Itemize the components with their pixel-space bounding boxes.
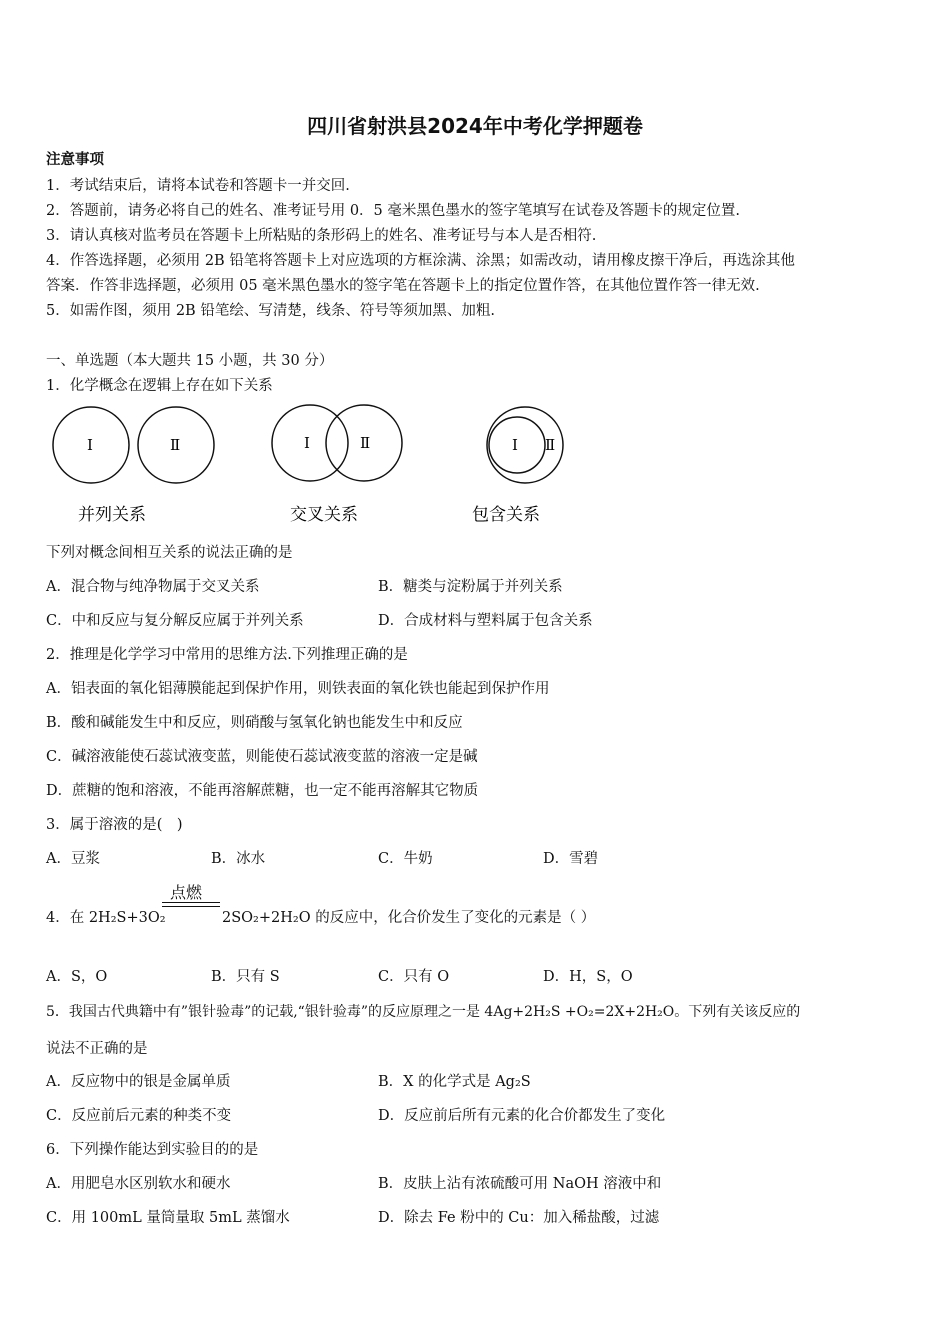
notice-item: 2．答题前，请务必将自己的姓名、准考证号用 0．5 毫米黑色墨水的签字笔填写在试卷及答题卡的规定位置. xyxy=(46,203,740,219)
q4-option-c: C．只有 O xyxy=(378,969,450,985)
contain-relation-label: 包含关系 xyxy=(472,505,540,525)
notice-item: 答案．作答非选择题，必须用 05 毫米黑色墨水的签字笔在答题卡上的指定位置作答，在其他位置作答一律无效. xyxy=(46,278,760,294)
q6-option-a: A．用肥皂水区别软水和硬水 xyxy=(46,1176,231,1192)
q5-stem: 5．我国古代典籍中有”银针验毒”的记载,“银针验毒”的反应原理之一是 4Ag+2H₂S +O₂=2X+2H₂O。下列有关该反应的 xyxy=(46,1004,801,1020)
q5-option-a: A．反应物中的银是金属单质 xyxy=(46,1074,231,1090)
page-title: 四川省射洪县2024年中考化学押题卷 xyxy=(307,114,643,138)
notice-item: 4．作答选择题，必须用 2B 铅笔将答题卡上对应选项的方框涂满、涂黑；如需改动，请用橡皮擦干净后，再选涂其他 xyxy=(46,253,795,269)
q1-stem: 1．化学概念在逻辑上存在如下关系 xyxy=(46,378,273,394)
q1-option-c: C．中和反应与复分解反应属于并列关系 xyxy=(46,613,304,629)
notice-heading: 注意事项 xyxy=(46,151,104,168)
q2-option-d: D．蔗糖的饱和溶液，不能再溶解蔗糖，也一定不能再溶解其它物质 xyxy=(46,783,479,799)
q4-option-a: A．S，O xyxy=(46,969,108,985)
q6-option-d: D．除去 Fe 粉中的 Cu：加入稀盐酸，过滤 xyxy=(378,1210,660,1226)
q1-option-d: D．合成材料与塑料属于包含关系 xyxy=(378,613,593,629)
q4-option-b: B．只有 S xyxy=(211,969,280,985)
q6-stem: 6．下列操作能达到实验目的的是 xyxy=(46,1142,259,1158)
roman-1-label: Ⅰ xyxy=(87,436,93,454)
q5-option-c: C．反应前后元素的种类不变 xyxy=(46,1108,232,1124)
q2-option-c: C．碱溶液能使石蕊试液变蓝，则能使石蕊试液变蓝的溶液一定是碱 xyxy=(46,749,478,765)
reaction-arrow xyxy=(162,880,222,910)
notice-item: 3．请认真核对监考员在答题卡上所粘贴的条形码上的姓名、准考证号与本人是否相符. xyxy=(46,228,597,244)
q4-option-d: D．H，S，O xyxy=(543,969,633,985)
q5-option-d: D．反应前后所有元素的化合价都发生了变化 xyxy=(378,1108,666,1124)
q6-option-c: C．用 100mL 量筒量取 5mL 蒸馏水 xyxy=(46,1210,290,1226)
q5-option-b: B．X 的化学式是 Ag₂S xyxy=(378,1074,531,1090)
q5-stem-cont: 说法不正确的是 xyxy=(46,1041,148,1057)
reaction-condition: 点燃 xyxy=(170,883,203,902)
roman-2-label: Ⅱ xyxy=(360,434,371,452)
q3-option-b: B．冰水 xyxy=(211,851,266,867)
parallel-relation-figure xyxy=(53,407,214,483)
roman-2-label: Ⅱ xyxy=(170,436,181,454)
q2-stem: 2．推理是化学学习中常用的思维方法.下列推理正确的是 xyxy=(46,647,408,663)
notice-item: 5．如需作图，须用 2B 铅笔绘、写清楚，线条、符号等须加黑、加粗. xyxy=(46,303,495,319)
q6-option-b: B．皮肤上沾有浓硫酸可用 NaOH 溶液中和 xyxy=(378,1176,662,1192)
q2-option-b: B．酸和碱能发生中和反应，则硝酸与氢氧化钠也能发生中和反应 xyxy=(46,715,463,731)
intersect-relation-label: 交叉关系 xyxy=(290,505,358,525)
roman-2-label: Ⅱ xyxy=(545,436,556,454)
q3-option-a: A．豆浆 xyxy=(46,851,100,867)
q4-stem-right: 2SO₂+2H₂O 的反应中，化合价发生了变化的元素是（ ） xyxy=(222,910,596,926)
q1-option-a: A．混合物与纯净物属于交叉关系 xyxy=(46,579,260,595)
roman-1-label: Ⅰ xyxy=(512,436,518,454)
relation-diagram xyxy=(40,400,580,535)
q4-stem-left: 4．在 2H₂S+3O₂ xyxy=(46,910,166,926)
roman-1-label: Ⅰ xyxy=(304,434,310,452)
section-heading: 一、单选题（本大题共 15 小题，共 30 分） xyxy=(46,353,334,369)
q1-option-b: B．糖类与淀粉属于并列关系 xyxy=(378,579,563,595)
q3-option-c: C．牛奶 xyxy=(378,851,433,867)
q3-option-d: D．雪碧 xyxy=(543,851,599,867)
q3-stem: 3．属于溶液的是( ) xyxy=(46,817,183,833)
intersect-relation-figure xyxy=(272,405,402,481)
parallel-relation-label: 并列关系 xyxy=(78,505,146,525)
q2-option-a: A．铝表面的氧化铝薄膜能起到保护作用，则铁表面的氧化铁也能起到保护作用 xyxy=(46,681,550,697)
notice-item: 1．考试结束后，请将本试卷和答题卡一并交回. xyxy=(46,178,350,194)
q1-prompt: 下列对概念间相互关系的说法正确的是 xyxy=(46,545,293,561)
